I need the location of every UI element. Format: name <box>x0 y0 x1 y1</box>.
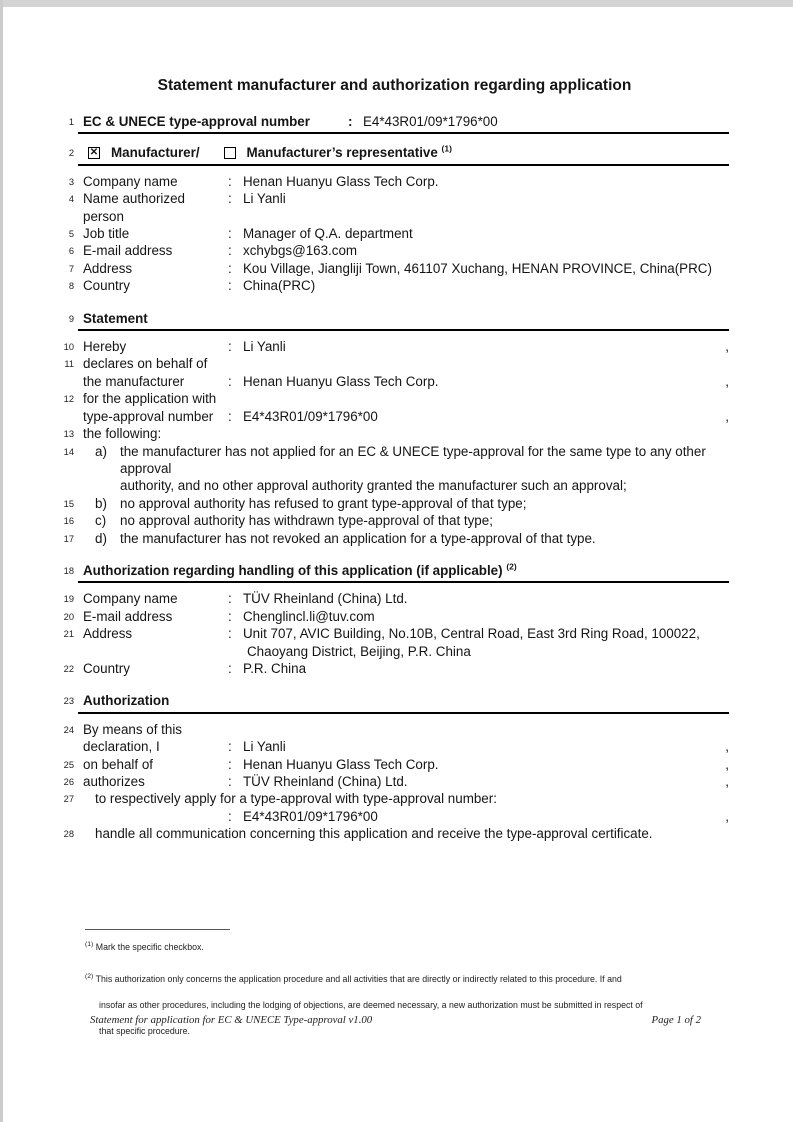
field-value: Manager of Q.A. department <box>243 226 413 242</box>
footnote-1-marker: (1) <box>85 940 94 948</box>
field-label: type-approval number <box>83 408 214 424</box>
line-number: 9 <box>68 313 74 324</box>
field-row <box>60 173 729 190</box>
statement-heading: Statement <box>83 310 148 326</box>
document-title: Statement manufacturer and authorization regarding application <box>157 77 632 94</box>
line-number: 25 <box>63 759 74 770</box>
field-label: the manufacturer <box>83 373 185 389</box>
line-number: 4 <box>68 194 74 205</box>
field-row <box>60 190 729 225</box>
line-number: 8 <box>68 281 74 292</box>
field-value-line2: Chaoyang District, Beijing, P.R. China <box>247 643 471 659</box>
field-value: E4*43R01/09*1796*00 <box>243 408 378 424</box>
line-number: 7 <box>68 263 74 274</box>
trailing-comma: , <box>725 808 729 824</box>
statement-following-text: the following: <box>83 426 162 442</box>
item-text-line2: authority, and no other approval authority granted the manufacturer such an approval; <box>120 478 627 494</box>
line-number: 26 <box>63 777 74 787</box>
field-label: Job title <box>83 226 130 242</box>
page-footer <box>90 1014 701 1026</box>
field-value: Henan Huanyu Glass Tech Corp. <box>243 756 439 772</box>
line-number: 17 <box>63 533 74 544</box>
field-label-line1: declares on behalf of <box>83 356 208 372</box>
field-value: P.R. China <box>243 660 307 676</box>
statement-heading-row <box>60 310 729 327</box>
line-number: 15 <box>63 498 74 509</box>
list-item <box>60 443 729 495</box>
statement-declaration <box>60 338 729 442</box>
field-row <box>60 756 729 773</box>
manufacturer-label: Manufacturer/ <box>111 145 200 161</box>
field-row <box>60 260 729 277</box>
colon: : <box>228 339 232 355</box>
footnote-ref-2: (2) <box>506 561 517 572</box>
field-row <box>60 225 729 242</box>
colon: : <box>228 774 232 789</box>
field-row <box>60 355 729 390</box>
field-row <box>60 277 729 294</box>
section-rule <box>78 581 729 583</box>
authorized-party-details <box>60 590 729 677</box>
colon: : <box>228 243 232 259</box>
field-value: Li Yanli <box>243 191 286 207</box>
item-text: no approval authority has withdrawn type-approval of that type; <box>120 513 493 529</box>
line-number: 24 <box>63 724 74 735</box>
footnote-1 <box>85 941 729 953</box>
field-label-line1: for the application with <box>83 391 217 407</box>
line-number: 28 <box>63 829 74 840</box>
authorization-declaration <box>60 721 729 843</box>
field-value: TÜV Rheinland (China) Ltd. <box>243 591 408 607</box>
footnote-2-text-line1: This authorization only concerns the application procedure and all activities that are directly or indirectly related to this procedure. If and <box>95 973 622 984</box>
trailing-comma: , <box>725 756 729 772</box>
footnote-ref-1: (1) <box>441 143 452 154</box>
section-rule <box>78 712 729 714</box>
colon: : <box>228 591 232 607</box>
footnote-2 <box>85 966 729 1044</box>
field-label: Name authorized person <box>83 191 185 224</box>
colon: : <box>228 756 232 772</box>
field-label: Hereby <box>83 339 127 355</box>
field-label: E-mail address <box>83 243 173 259</box>
line-number: 10 <box>63 342 74 353</box>
section-rule <box>78 329 729 331</box>
footnote-2-text-line2: insofar as other procedures, including the lodging of objections, are deemed necessary, a new authorization must be submitted in respect of <box>99 999 643 1010</box>
line-number: 6 <box>68 246 74 257</box>
item-marker: d) <box>95 530 107 546</box>
line-number: 1 <box>68 117 74 127</box>
colon: : <box>347 114 353 129</box>
field-row <box>60 608 729 625</box>
field-label-line1: to respectively apply for a type-approval with type-approval number: <box>95 791 497 807</box>
footnote-2-text-line3: that specific procedure. <box>99 1025 190 1036</box>
line-number: 13 <box>63 429 74 440</box>
footer-document-name: Statement for application for EC & UNECE Type-approval v1.00 <box>90 1014 373 1026</box>
line-number: 21 <box>63 629 74 640</box>
manufacturer-type-row <box>60 144 729 161</box>
line-number: 2 <box>68 148 74 159</box>
representative-checkbox-unchecked <box>224 147 236 159</box>
line-number: 18 <box>63 565 74 576</box>
trailing-comma: , <box>725 373 729 389</box>
colon: : <box>228 608 232 624</box>
authorization-heading-row <box>60 692 729 709</box>
authorization-handling-heading-row <box>60 562 729 579</box>
trailing-comma: , <box>725 774 729 789</box>
line-number: 23 <box>63 696 74 707</box>
list-item <box>60 512 729 529</box>
field-label: Address <box>83 260 133 276</box>
footnote-2-marker: (2) <box>85 972 94 980</box>
item-marker: b) <box>95 495 107 511</box>
field-value: E4*43R01/09*1796*00 <box>243 808 378 824</box>
field-value: TÜV Rheinland (China) Ltd. <box>243 774 408 789</box>
colon: : <box>228 373 232 389</box>
field-row <box>60 790 729 825</box>
colon: : <box>228 226 232 242</box>
item-text: the manufacturer has not revoked an application for a type-approval of that type. <box>120 530 596 546</box>
colon: : <box>228 260 232 276</box>
line-number: 3 <box>68 176 74 187</box>
colon: : <box>228 191 232 207</box>
trailing-comma: , <box>725 739 729 755</box>
field-row <box>60 390 729 425</box>
field-label: authorizes <box>83 774 145 789</box>
field-row <box>60 660 729 677</box>
item-text-line1: the manufacturer has not applied for an EC & UNECE type-approval for the same type to any other approval <box>120 443 706 476</box>
field-row <box>60 625 729 660</box>
checkbox-x-icon: ✕ <box>89 147 99 159</box>
representative-label: Manufacturer’s representative $^{(1)}$ <box>246 143 452 161</box>
field-value: Li Yanli <box>243 739 286 755</box>
field-label-line1: By means of this <box>83 721 182 737</box>
colon: : <box>228 739 232 755</box>
field-value: Unit 707, AVIC Building, No.10B, Central Road, East 3rd Ring Road, 100022, <box>243 626 700 642</box>
colon: : <box>228 408 232 424</box>
field-row <box>60 721 729 756</box>
field-value: Li Yanli <box>243 339 286 355</box>
field-label: Country <box>83 278 130 294</box>
line-number: 11 <box>64 359 74 370</box>
field-row <box>60 825 729 842</box>
statement-items <box>60 443 729 547</box>
line-number: 22 <box>63 663 74 674</box>
colon: : <box>228 626 232 642</box>
field-row <box>60 242 729 259</box>
section-rule <box>78 164 729 166</box>
field-label: Company name <box>83 173 178 189</box>
field-label: Country <box>83 660 130 676</box>
authorization-heading: Authorization <box>83 693 170 709</box>
line-number: 14 <box>63 446 74 457</box>
approval-number-row <box>60 113 729 130</box>
field-row <box>60 773 729 790</box>
item-text: no approval authority has refused to grant type-approval of that type; <box>120 495 527 511</box>
footnote-1-text: Mark the specific checkbox. <box>95 941 204 952</box>
field-label: E-mail address <box>83 608 173 624</box>
line-number: 19 <box>63 594 74 605</box>
colon: : <box>228 278 232 294</box>
field-label: declaration, I <box>83 739 160 755</box>
field-label: on behalf of <box>83 756 153 772</box>
item-marker: a) <box>95 443 107 459</box>
field-value: Kou Village, Jiangliji Town, 461107 Xuchang, HENAN PROVINCE, China(PRC) <box>243 260 712 276</box>
trailing-comma: , <box>725 339 729 355</box>
field-value: Henan Huanyu Glass Tech Corp. <box>243 173 439 189</box>
colon: : <box>228 173 232 189</box>
field-label: Company name <box>83 591 178 607</box>
line-number: 16 <box>63 516 74 527</box>
field-value: Chenglincl.li@tuv.com <box>243 608 375 624</box>
manufacturer-details <box>60 173 729 295</box>
list-item <box>60 530 729 547</box>
approval-number-value: E4*43R01/09*1796*00 <box>362 114 498 129</box>
trailing-comma: , <box>725 408 729 424</box>
approval-number-label: EC & UNECE type-approval number <box>83 114 310 129</box>
footnote-separator <box>85 929 230 930</box>
colon: : <box>228 808 232 824</box>
field-row <box>60 425 729 442</box>
line-number: 20 <box>63 611 74 622</box>
field-row <box>60 590 729 607</box>
line-number: 27 <box>63 794 74 805</box>
authorization-closing-text: handle all communication concerning this application and receive the type-approval certificate. <box>95 826 653 842</box>
field-value: China(PRC) <box>243 278 316 294</box>
item-marker: c) <box>95 513 107 529</box>
line-number: 12 <box>63 394 74 405</box>
list-item <box>60 495 729 512</box>
authorization-handling-heading: Authorization regarding handling of this application (if applicable) $^{(2)}$ <box>83 561 517 578</box>
field-value: xchybgs@163.com <box>243 243 358 259</box>
field-row <box>60 338 729 355</box>
colon: : <box>228 660 232 676</box>
section-rule <box>78 132 729 134</box>
manufacturer-checkbox-checked <box>88 147 100 159</box>
page-number: Page 1 of 2 <box>651 1014 701 1026</box>
field-value: Henan Huanyu Glass Tech Corp. <box>243 373 439 389</box>
field-label: Address <box>83 626 133 642</box>
line-number: 5 <box>68 229 74 240</box>
